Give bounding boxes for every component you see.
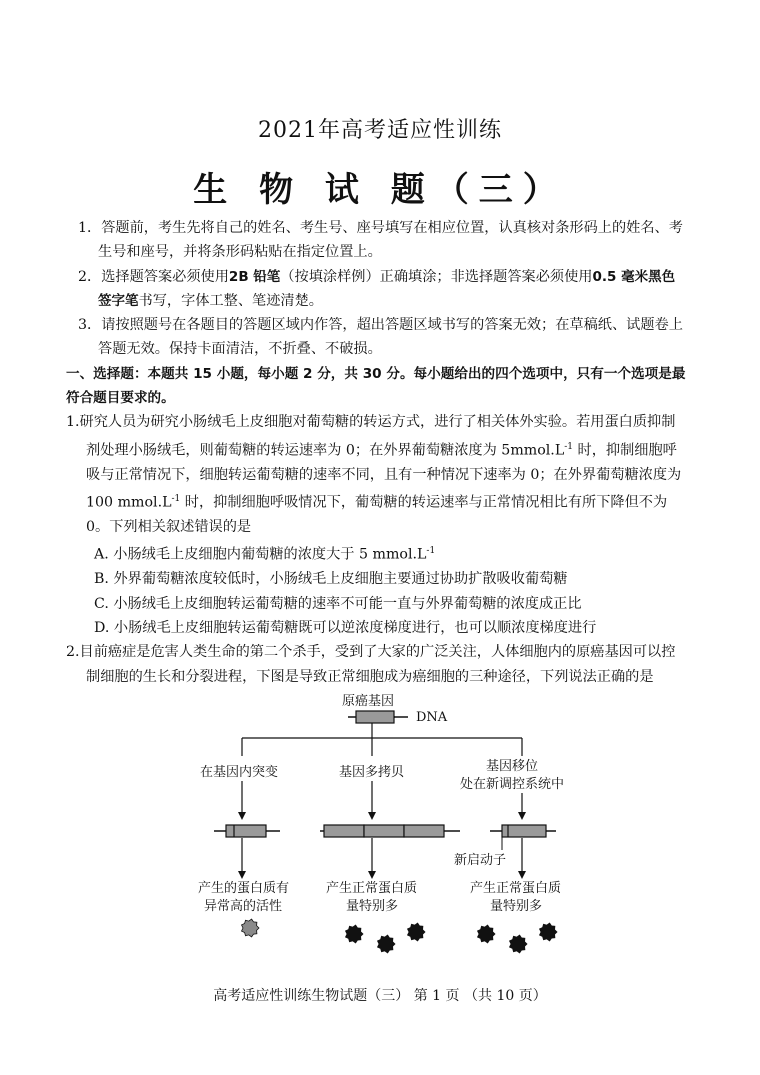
question-2: 2.目前癌症是危害人类生命的第二个杀手，受到了大家的广泛关注，人体细胞内的原癌基因可以控制细胞的生长和分裂进程，下图是导致正常细胞成为癌细胞的三种途径，下列说法正确的是	[66, 644, 676, 685]
protein-b1-blob	[346, 925, 364, 943]
protein-b3-blob	[408, 923, 426, 941]
q1-option-b: B. 外界葡萄糖浓度较低时，小肠绒毛上皮细胞主要通过协助扩散吸收葡萄糖	[94, 571, 568, 588]
page-footer: 高考适应性训练生物试题（三） 第 1 页 （共 10 页）	[213, 988, 547, 1004]
q1-option-d: D. 小肠绒毛上皮细胞转运葡萄糖既可以逆浓度梯度进行，也可以顺浓度梯度进行	[94, 619, 597, 636]
dna-label: DNA	[416, 710, 448, 725]
result-2-line-2: 量特别多	[346, 899, 399, 914]
result-1-line-1: 产生的蛋白质有	[198, 881, 290, 896]
result-2-line-1: 产生正常蛋白质	[326, 881, 418, 896]
q1-option-a: A. 小肠绒毛上皮细胞内葡萄糖的浓度大于 5 $mmol.L^{-1}$	[94, 546, 436, 564]
protein-b2-blob	[378, 935, 396, 953]
mutated-gene	[226, 825, 266, 837]
new-promoter-label: 新启动子	[454, 853, 507, 868]
question-1: 1.研究人员为研究小肠绒毛上皮细胞对葡萄糖的转运方式，进行了相关体外实验。若用蛋白质抑制剂处理小肠绒毛，则葡萄糖的转运速率为 0；在外界葡萄糖浓度为 $5mmol.L^{-1}$ 时，抑制细胞呼吸与正常情况下，细胞转运葡萄糖的速率不同，且有一种情况下速率为 0；在外界葡萄糖浓度为 100 $mmol.L^{-1}$ 时，抑制细胞呼吸情况下，葡萄糖的转运速率与正常情况相比有所下降但不为 0。下列相关叙述错误的是	[66, 414, 682, 536]
result-3-line-1: 产生正常蛋白质	[470, 881, 562, 896]
instruction-2: 2．选择题答案必须使用2B 铅笔（按填涂样例）正确填涂；非选择题答案必须使用0.5 毫米黑色签字笔书写，字体工整、笔迹清楚。	[78, 268, 676, 309]
oncogene-diagram	[190, 688, 590, 958]
branch-amplification-label: 基因多拷贝	[339, 765, 405, 780]
protein-c3-blob	[540, 923, 558, 941]
exam-subtitle: 2021年高考适应性训练	[258, 118, 502, 143]
gene-copy-3	[404, 825, 444, 837]
q1-option-c: C. 小肠绒毛上皮细胞转运葡萄糖的速率不可能一直与外界葡萄糖的浓度成正比	[94, 595, 582, 612]
gene-copy-1	[324, 825, 364, 837]
instruction-3: 3．请按照题号在各题目的答题区域内作答，超出答题区域书写的答案无效；在草稿纸、试题卷上答题无效。保持卡面清洁，不折叠、不破损。	[78, 317, 683, 358]
proto-oncogene-gene	[356, 711, 394, 723]
proto-oncogene-label: 原癌基因	[342, 694, 395, 709]
branch-mutation-label: 在基因内突变	[200, 765, 279, 780]
oncogene-diagram-svg	[190, 688, 590, 958]
protein-c1-blob	[478, 925, 496, 943]
instruction-1: 1．答题前，考生先将自己的姓名、考生号、座号填写在相应位置，认真核对条形码上的姓名、考生号和座号，并将条形码粘贴在指定位置上。	[78, 220, 683, 261]
section-heading: 一、选择题：本题共 15 小题，每小题 2 分，共 30 分。每小题给出的四个选项中，只有一个选项是最符合题目要求的。	[66, 365, 686, 407]
branch-translocation-label-1: 基因移位	[486, 759, 539, 774]
exam-title: 生 物 试 题（三）	[193, 170, 567, 210]
exam-body	[66, 216, 688, 689]
branch-translocation-label-2: 处在新调控系统中	[460, 777, 565, 792]
result-1-line-2: 异常高的活性	[204, 899, 283, 914]
gene-copy-2	[364, 825, 404, 837]
result-3-line-2: 量特别多	[490, 899, 543, 914]
abnormal-protein-blob	[242, 919, 260, 937]
protein-c2-blob	[510, 935, 528, 953]
